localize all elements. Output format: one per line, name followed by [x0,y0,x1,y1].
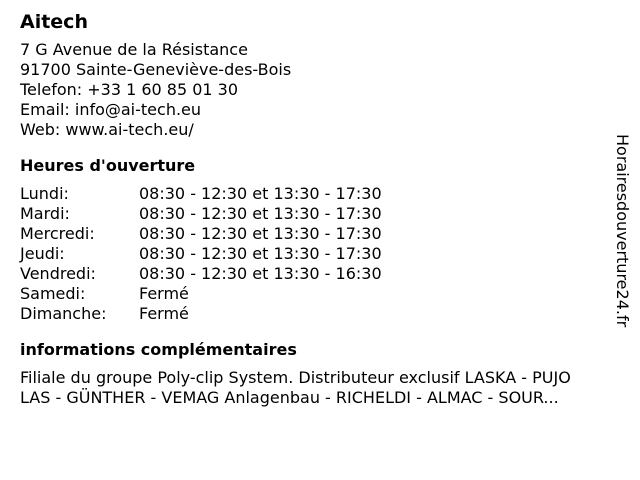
hours-time: 08:30 - 12:30 et 13:30 - 16:30 [139,264,382,283]
hours-day: Mercredi: [20,224,95,243]
company-name: Aitech [20,11,88,33]
email-line: Email: info@ai-tech.eu [20,100,202,119]
hours-time: 08:30 - 12:30 et 13:30 - 17:30 [139,204,382,223]
opening-hours-table [20,184,620,324]
hours-row-wednesday [20,224,620,244]
address-line-2: 91700 Sainte-Geneviève-des-Bois [20,60,292,79]
hours-day: Vendredi: [20,264,96,283]
hours-day: Lundi: [20,184,69,203]
hours-row-sunday [20,304,620,324]
hours-day: Samedi: [20,284,86,303]
watermark-text: Horairesdouverture24.fr [613,134,632,328]
hours-day: Mardi: [20,204,70,223]
opening-hours-heading: Heures d'ouverture [20,156,196,175]
hours-time: 08:30 - 12:30 et 13:30 - 17:30 [139,224,382,243]
hours-time: Fermé [139,304,189,323]
additional-info-heading: informations complémentaires [20,340,297,359]
additional-info-line-2: LAS - GÜNTHER - VEMAG Anlagenbau - RICHELDI - ALMAC - SOUR... [20,388,559,407]
additional-info-line-1: Filiale du groupe Poly-clip System. Distributeur exclusif LASKA - PUJO [20,368,571,387]
hours-time: Fermé [139,284,189,303]
hours-row-monday [20,184,620,204]
site-watermark [611,134,633,344]
hours-time: 08:30 - 12:30 et 13:30 - 17:30 [139,184,382,203]
phone-line: Telefon: +33 1 60 85 01 30 [20,80,239,99]
hours-row-friday [20,264,620,284]
address-line-1: 7 G Avenue de la Résistance [20,40,248,59]
hours-day: Jeudi: [20,244,65,263]
hours-day: Dimanche: [20,304,107,323]
web-line: Web: www.ai-tech.eu/ [20,120,194,139]
hours-time: 08:30 - 12:30 et 13:30 - 17:30 [139,244,382,263]
hours-row-tuesday [20,204,620,224]
hours-row-saturday [20,284,620,304]
business-card [20,10,620,408]
hours-row-thursday [20,244,620,264]
